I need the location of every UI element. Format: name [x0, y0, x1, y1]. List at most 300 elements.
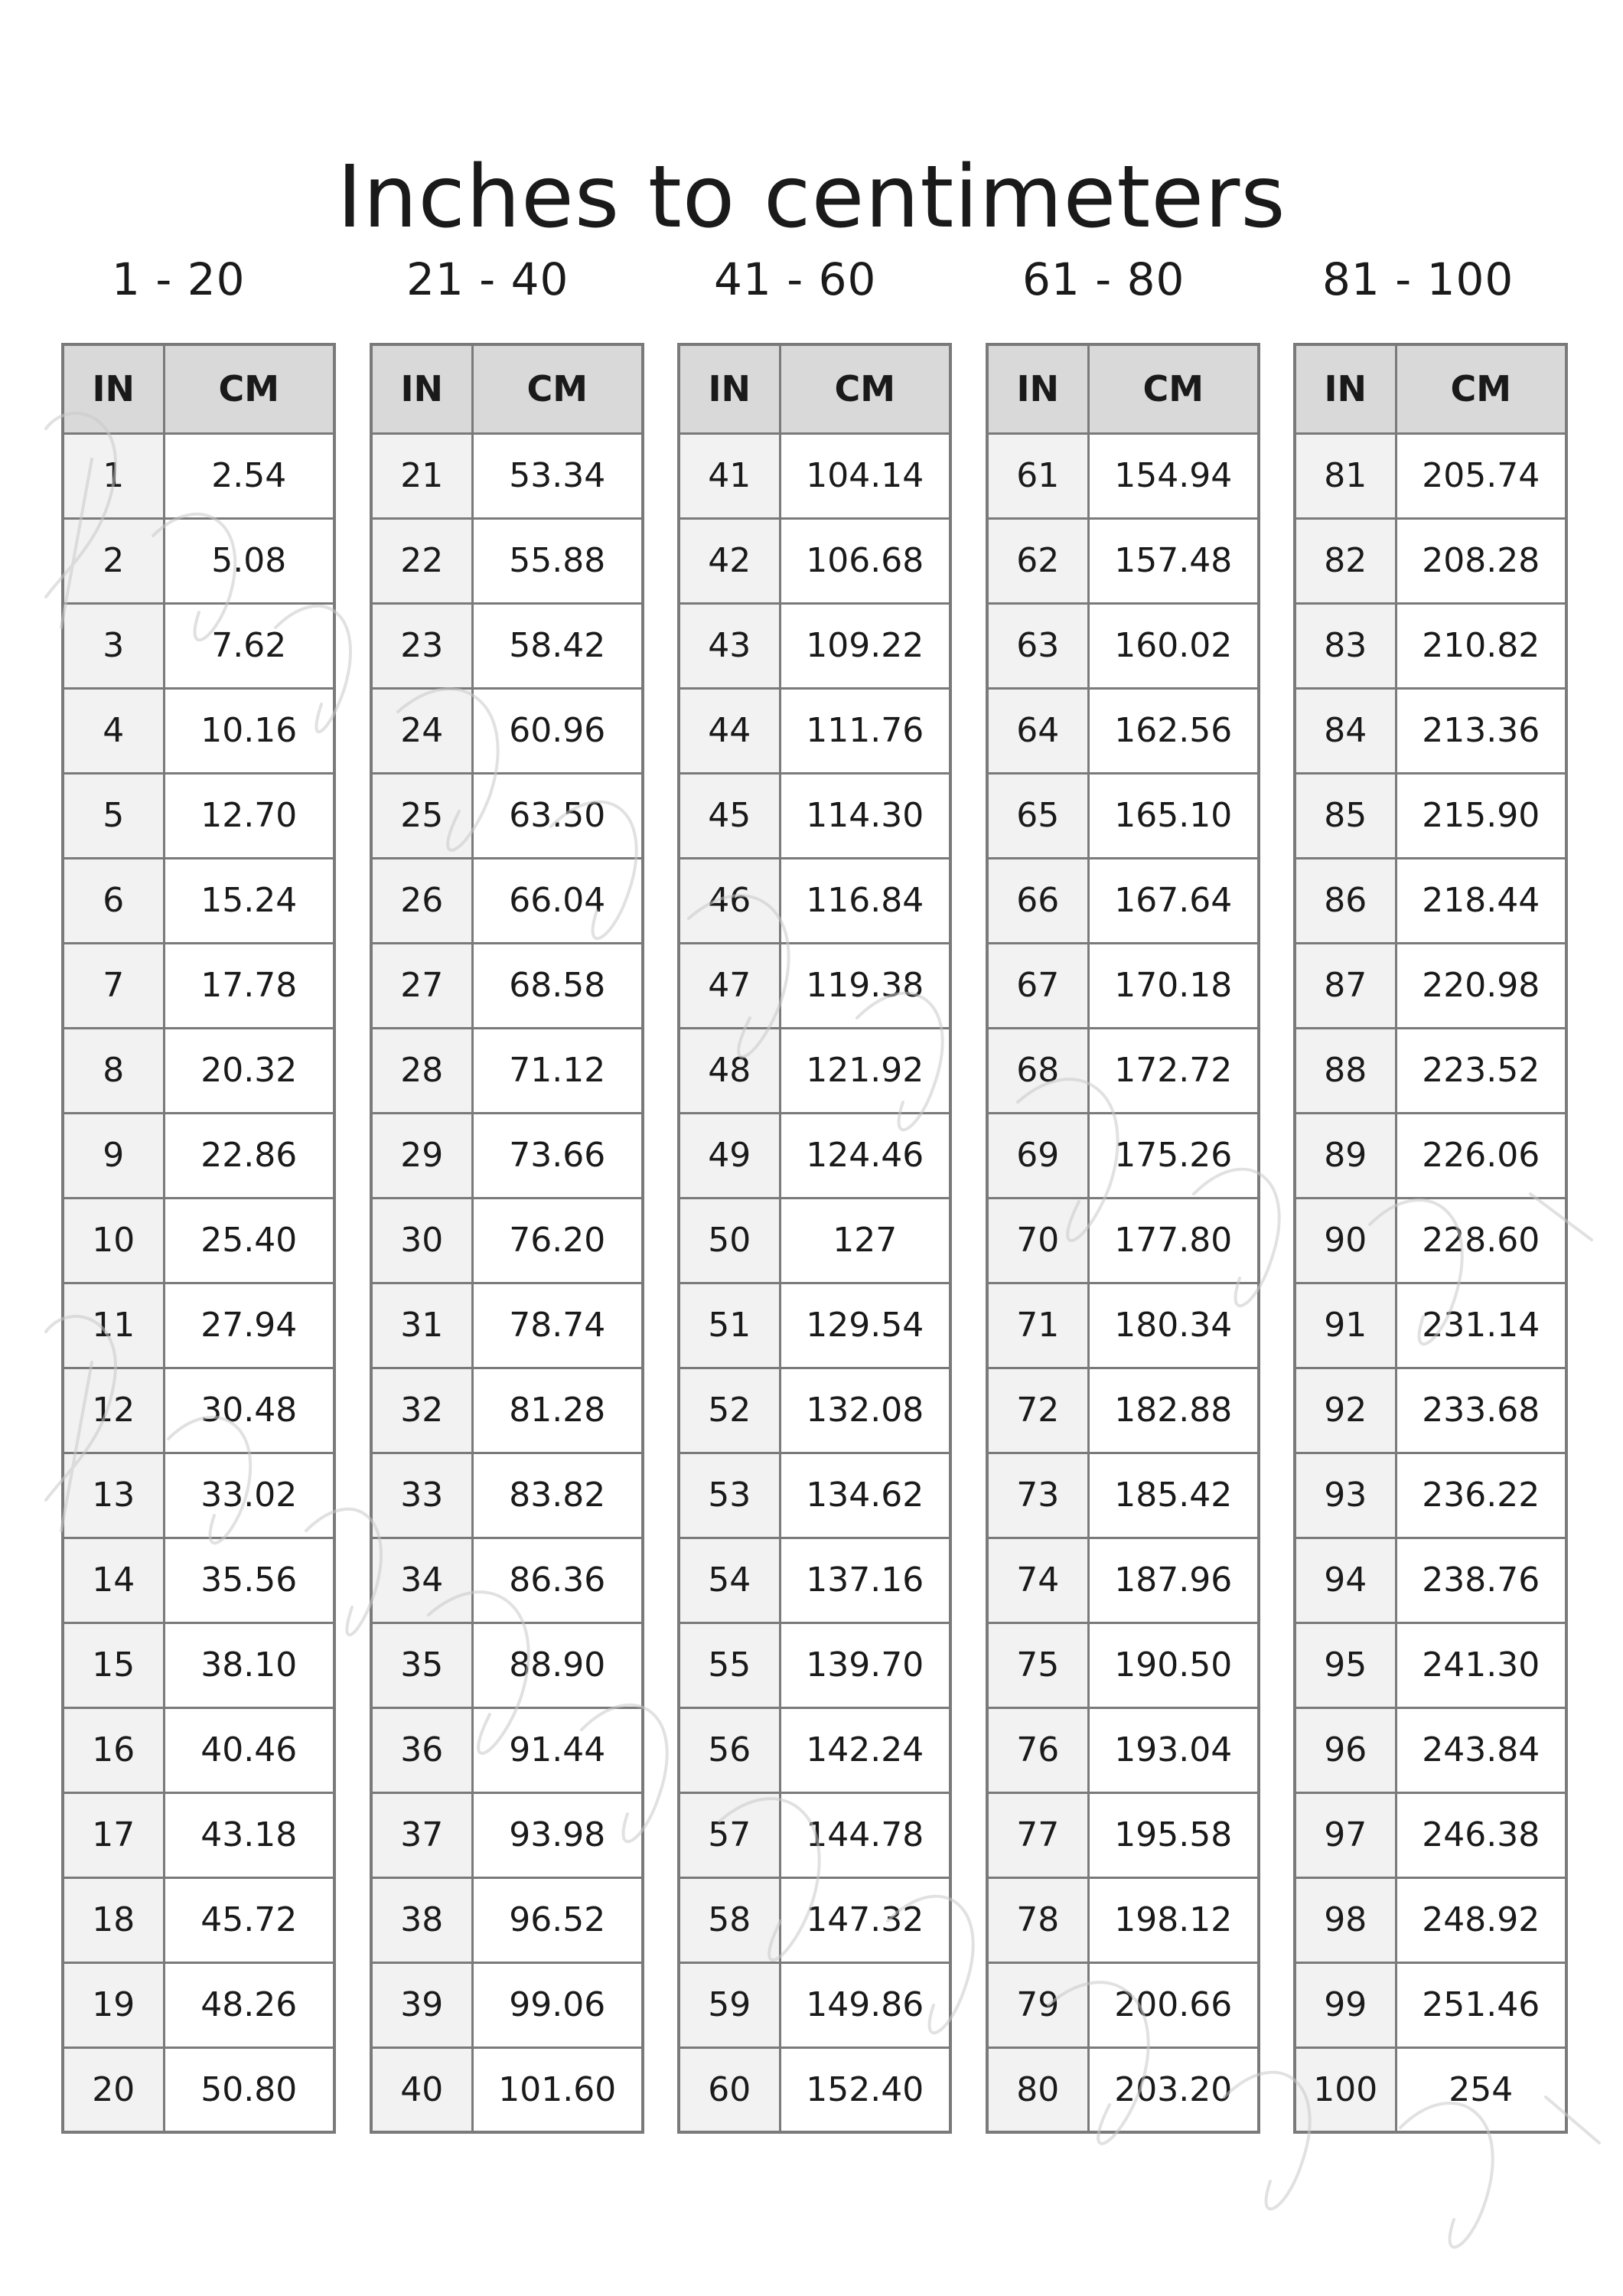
inch-value: 77 [987, 1792, 1088, 1877]
cm-value: 88.90 [472, 1623, 643, 1707]
table-row [679, 1198, 950, 1283]
inch-value: 95 [1295, 1623, 1396, 1707]
cm-value: 25.40 [164, 1198, 334, 1283]
inch-value: 1 [63, 433, 164, 518]
cm-value: 195.58 [1088, 1792, 1259, 1877]
inch-value: 5 [63, 773, 164, 858]
header-cm: CM [780, 344, 950, 433]
inch-value: 89 [1295, 1113, 1396, 1198]
inch-value: 81 [1295, 433, 1396, 518]
table-row [1295, 518, 1566, 603]
inch-value: 16 [63, 1707, 164, 1792]
inch-value: 85 [1295, 773, 1396, 858]
table-row [987, 1538, 1259, 1623]
table-row [63, 1877, 334, 1962]
inch-value: 24 [371, 688, 472, 773]
cm-value: 83.82 [472, 1453, 643, 1538]
table-row [1295, 1707, 1566, 1792]
cm-value: 236.22 [1396, 1453, 1566, 1538]
inch-value: 48 [679, 1028, 780, 1113]
cm-value: 241.30 [1396, 1623, 1566, 1707]
inch-value: 44 [679, 688, 780, 773]
inch-value: 15 [63, 1623, 164, 1707]
cm-value: 20.32 [164, 1028, 334, 1113]
cm-value: 246.38 [1396, 1792, 1566, 1877]
cm-value: 55.88 [472, 518, 643, 603]
table-row [987, 1453, 1259, 1538]
table-row [63, 1028, 334, 1113]
inch-value: 88 [1295, 1028, 1396, 1113]
conversion-table [677, 343, 952, 2134]
table-row [371, 1538, 643, 1623]
table-row [63, 1198, 334, 1283]
cm-value: 254 [1396, 2047, 1566, 2132]
table-row [63, 773, 334, 858]
cm-value: 162.56 [1088, 688, 1259, 773]
inch-value: 52 [679, 1368, 780, 1453]
cm-value: 157.48 [1088, 518, 1259, 603]
inch-value: 76 [987, 1707, 1088, 1792]
inch-value: 29 [371, 1113, 472, 1198]
inch-value: 73 [987, 1453, 1088, 1538]
inch-value: 19 [63, 1962, 164, 2047]
table-row [371, 1283, 643, 1368]
table-row [987, 1368, 1259, 1453]
inch-value: 55 [679, 1623, 780, 1707]
inch-value: 45 [679, 773, 780, 858]
cm-value: 68.58 [472, 943, 643, 1028]
cm-value: 73.66 [472, 1113, 643, 1198]
table-row [371, 688, 643, 773]
table-row [1295, 688, 1566, 773]
table-header-row [1295, 344, 1566, 433]
cm-value: 63.50 [472, 773, 643, 858]
cm-value: 91.44 [472, 1707, 643, 1792]
table-header-row [371, 344, 643, 433]
table-row [1295, 943, 1566, 1028]
table-row [987, 1198, 1259, 1283]
table-row [1295, 1028, 1566, 1113]
cm-value: 27.94 [164, 1283, 334, 1368]
page-title: Inches to centimeters [337, 148, 1286, 248]
inch-value: 58 [679, 1877, 780, 1962]
conversion-table [61, 343, 336, 2134]
inch-value: 6 [63, 858, 164, 943]
table-row [1295, 858, 1566, 943]
cm-value: 137.16 [780, 1538, 950, 1623]
inch-value: 46 [679, 858, 780, 943]
cm-value: 10.16 [164, 688, 334, 773]
inch-value: 100 [1295, 2047, 1396, 2132]
cm-value: 180.34 [1088, 1283, 1259, 1368]
inch-value: 61 [987, 433, 1088, 518]
table-row [679, 1113, 950, 1198]
table-row [987, 1028, 1259, 1113]
cm-value: 96.52 [472, 1877, 643, 1962]
inch-value: 32 [371, 1368, 472, 1453]
cm-value: 228.60 [1396, 1198, 1566, 1283]
table-row [987, 518, 1259, 603]
inch-value: 8 [63, 1028, 164, 1113]
table-row [679, 1792, 950, 1877]
conversion-table [370, 343, 644, 2134]
table-row [1295, 2047, 1566, 2132]
cm-value: 248.92 [1396, 1877, 1566, 1962]
cm-value: 223.52 [1396, 1028, 1566, 1113]
inch-value: 49 [679, 1113, 780, 1198]
table-row [371, 1877, 643, 1962]
table-row [679, 1283, 950, 1368]
inch-value: 71 [987, 1283, 1088, 1368]
table-row [1295, 773, 1566, 858]
inch-value: 39 [371, 1962, 472, 2047]
cm-value: 193.04 [1088, 1707, 1259, 1792]
table-row [371, 1453, 643, 1538]
table-row [63, 1538, 334, 1623]
table-row [371, 1198, 643, 1283]
inch-value: 26 [371, 858, 472, 943]
cm-value: 114.30 [780, 773, 950, 858]
cm-value: 7.62 [164, 603, 334, 688]
header-in: IN [1295, 344, 1396, 433]
cm-value: 40.46 [164, 1707, 334, 1792]
inch-value: 59 [679, 1962, 780, 2047]
inch-value: 11 [63, 1283, 164, 1368]
cm-value: 210.82 [1396, 603, 1566, 688]
header-in: IN [63, 344, 164, 433]
inch-value: 25 [371, 773, 472, 858]
inch-value: 98 [1295, 1877, 1396, 1962]
table-row [63, 1113, 334, 1198]
inch-value: 70 [987, 1198, 1088, 1283]
cm-value: 218.44 [1396, 858, 1566, 943]
header-in: IN [987, 344, 1088, 433]
cm-value: 149.86 [780, 1962, 950, 2047]
table-row [63, 518, 334, 603]
table-row [371, 433, 643, 518]
table-row [371, 518, 643, 603]
inch-value: 33 [371, 1453, 472, 1538]
table-row [679, 518, 950, 603]
cm-value: 60.96 [472, 688, 643, 773]
inch-value: 51 [679, 1283, 780, 1368]
cm-value: 147.32 [780, 1877, 950, 1962]
inch-value: 68 [987, 1028, 1088, 1113]
inch-value: 92 [1295, 1368, 1396, 1453]
cm-value: 35.56 [164, 1538, 334, 1623]
table-row [987, 1707, 1259, 1792]
inch-value: 72 [987, 1368, 1088, 1453]
table-row [1295, 1877, 1566, 1962]
inch-value: 54 [679, 1538, 780, 1623]
inch-value: 82 [1295, 518, 1396, 603]
table-row [679, 1623, 950, 1707]
inch-value: 22 [371, 518, 472, 603]
table-row [63, 1368, 334, 1453]
table-header-row [63, 344, 334, 433]
table-row [987, 688, 1259, 773]
inch-value: 7 [63, 943, 164, 1028]
cm-value: 170.18 [1088, 943, 1259, 1028]
cm-value: 177.80 [1088, 1198, 1259, 1283]
table-row [371, 1962, 643, 2047]
inch-value: 30 [371, 1198, 472, 1283]
cm-value: 33.02 [164, 1453, 334, 1538]
inch-value: 42 [679, 518, 780, 603]
cm-value: 139.70 [780, 1623, 950, 1707]
table-row [371, 858, 643, 943]
cm-value: 203.20 [1088, 2047, 1259, 2132]
inch-value: 20 [63, 2047, 164, 2132]
inch-value: 47 [679, 943, 780, 1028]
cm-value: 182.88 [1088, 1368, 1259, 1453]
cm-value: 154.94 [1088, 433, 1259, 518]
table-row [63, 943, 334, 1028]
inch-value: 86 [1295, 858, 1396, 943]
table-row [1295, 1538, 1566, 1623]
cm-value: 121.92 [780, 1028, 950, 1113]
cm-value: 215.90 [1396, 773, 1566, 858]
cm-value: 220.98 [1396, 943, 1566, 1028]
cm-value: 76.20 [472, 1198, 643, 1283]
cm-value: 30.48 [164, 1368, 334, 1453]
table-row [1295, 1113, 1566, 1198]
table-row [987, 943, 1259, 1028]
cm-value: 208.28 [1396, 518, 1566, 603]
inch-value: 14 [63, 1538, 164, 1623]
cm-value: 5.08 [164, 518, 334, 603]
cm-value: 109.22 [780, 603, 950, 688]
inch-value: 94 [1295, 1538, 1396, 1623]
inch-value: 3 [63, 603, 164, 688]
cm-value: 124.46 [780, 1113, 950, 1198]
cm-value: 116.84 [780, 858, 950, 943]
table-row [987, 1792, 1259, 1877]
inch-value: 99 [1295, 1962, 1396, 2047]
cm-value: 233.68 [1396, 1368, 1566, 1453]
table-row [63, 1623, 334, 1707]
cm-value: 226.06 [1396, 1113, 1566, 1198]
table-row [371, 773, 643, 858]
inch-value: 38 [371, 1877, 472, 1962]
range-label: 21 - 40 [406, 253, 569, 305]
cm-value: 129.54 [780, 1283, 950, 1368]
table-header-row [987, 344, 1259, 433]
table-row [987, 773, 1259, 858]
cm-value: 119.38 [780, 943, 950, 1028]
inch-value: 97 [1295, 1792, 1396, 1877]
inch-value: 4 [63, 688, 164, 773]
inch-value: 63 [987, 603, 1088, 688]
table-row [63, 1283, 334, 1368]
range-label: 81 - 100 [1322, 253, 1514, 305]
table-row [371, 1623, 643, 1707]
cm-value: 45.72 [164, 1877, 334, 1962]
cm-value: 93.98 [472, 1792, 643, 1877]
inch-value: 35 [371, 1623, 472, 1707]
table-row [63, 688, 334, 773]
cm-value: 38.10 [164, 1623, 334, 1707]
table-row [371, 603, 643, 688]
inch-value: 62 [987, 518, 1088, 603]
table-row [63, 1453, 334, 1538]
inch-value: 40 [371, 2047, 472, 2132]
table-row [679, 1453, 950, 1538]
table-row [679, 1707, 950, 1792]
table-row [987, 2047, 1259, 2132]
table-row [1295, 1962, 1566, 2047]
table-row [679, 858, 950, 943]
cm-value: 142.24 [780, 1707, 950, 1792]
inch-value: 41 [679, 433, 780, 518]
cm-value: 53.34 [472, 433, 643, 518]
table-row [679, 688, 950, 773]
table-row [63, 433, 334, 518]
inch-value: 65 [987, 773, 1088, 858]
conversion-table [986, 343, 1260, 2134]
inch-value: 23 [371, 603, 472, 688]
table-row [1295, 603, 1566, 688]
cm-value: 200.66 [1088, 1962, 1259, 2047]
cm-value: 144.78 [780, 1792, 950, 1877]
cm-value: 106.68 [780, 518, 950, 603]
header-cm: CM [472, 344, 643, 433]
inch-value: 18 [63, 1877, 164, 1962]
inch-value: 74 [987, 1538, 1088, 1623]
inch-value: 56 [679, 1707, 780, 1792]
inch-value: 2 [63, 518, 164, 603]
table-row [987, 433, 1259, 518]
inch-value: 90 [1295, 1198, 1396, 1283]
cm-value: 71.12 [472, 1028, 643, 1113]
cm-value: 134.62 [780, 1453, 950, 1538]
table-row [1295, 1453, 1566, 1538]
table-row [63, 1707, 334, 1792]
cm-value: 22.86 [164, 1113, 334, 1198]
table-row [679, 1028, 950, 1113]
header-cm: CM [1088, 344, 1259, 433]
cm-value: 251.46 [1396, 1962, 1566, 2047]
inch-value: 9 [63, 1113, 164, 1198]
cm-value: 2.54 [164, 433, 334, 518]
cm-value: 231.14 [1396, 1283, 1566, 1368]
inch-value: 53 [679, 1453, 780, 1538]
inch-value: 87 [1295, 943, 1396, 1028]
table-row [1295, 1198, 1566, 1283]
header-cm: CM [164, 344, 334, 433]
table-row [371, 2047, 643, 2132]
cm-value: 127 [780, 1198, 950, 1283]
table-header-row [679, 344, 950, 433]
inch-value: 83 [1295, 603, 1396, 688]
cm-value: 48.26 [164, 1962, 334, 2047]
table-row [679, 773, 950, 858]
table-row [63, 2047, 334, 2132]
table-row [679, 943, 950, 1028]
table-row [679, 1368, 950, 1453]
table-row [63, 858, 334, 943]
inch-value: 50 [679, 1198, 780, 1283]
inch-value: 36 [371, 1707, 472, 1792]
table-row [371, 1113, 643, 1198]
inch-value: 80 [987, 2047, 1088, 2132]
cm-value: 58.42 [472, 603, 643, 688]
inch-value: 96 [1295, 1707, 1396, 1792]
inch-value: 64 [987, 688, 1088, 773]
inch-value: 78 [987, 1877, 1088, 1962]
header-in: IN [679, 344, 780, 433]
table-row [679, 2047, 950, 2132]
table-row [987, 1962, 1259, 2047]
table-row [679, 1538, 950, 1623]
table-row [987, 1113, 1259, 1198]
range-label: 1 - 20 [112, 253, 246, 305]
cm-value: 243.84 [1396, 1707, 1566, 1792]
cm-value: 167.64 [1088, 858, 1259, 943]
cm-value: 111.76 [780, 688, 950, 773]
cm-value: 165.10 [1088, 773, 1259, 858]
table-row [371, 943, 643, 1028]
inch-value: 37 [371, 1792, 472, 1877]
inch-value: 12 [63, 1368, 164, 1453]
range-label: 41 - 60 [714, 253, 877, 305]
inch-value: 93 [1295, 1453, 1396, 1538]
table-row [1295, 1792, 1566, 1877]
table-row [987, 1283, 1259, 1368]
conversion-table [1293, 343, 1568, 2134]
cm-value: 152.40 [780, 2047, 950, 2132]
table-row [371, 1028, 643, 1113]
inch-value: 91 [1295, 1283, 1396, 1368]
cm-value: 172.72 [1088, 1028, 1259, 1113]
cm-value: 101.60 [472, 2047, 643, 2132]
inch-value: 34 [371, 1538, 472, 1623]
cm-value: 187.96 [1088, 1538, 1259, 1623]
cm-value: 185.42 [1088, 1453, 1259, 1538]
cm-value: 132.08 [780, 1368, 950, 1453]
cm-value: 99.06 [472, 1962, 643, 2047]
inch-value: 84 [1295, 688, 1396, 773]
table-row [679, 433, 950, 518]
inch-value: 31 [371, 1283, 472, 1368]
table-row [63, 1962, 334, 2047]
inch-value: 28 [371, 1028, 472, 1113]
table-row [679, 603, 950, 688]
table-row [371, 1368, 643, 1453]
inch-value: 79 [987, 1962, 1088, 2047]
inch-value: 43 [679, 603, 780, 688]
table-row [1295, 1623, 1566, 1707]
cm-value: 175.26 [1088, 1113, 1259, 1198]
table-row [987, 858, 1259, 943]
table-row [1295, 1368, 1566, 1453]
cm-value: 50.80 [164, 2047, 334, 2132]
table-row [371, 1707, 643, 1792]
cm-value: 66.04 [472, 858, 643, 943]
table-row [987, 603, 1259, 688]
inch-value: 27 [371, 943, 472, 1028]
inch-value: 60 [679, 2047, 780, 2132]
table-row [63, 1792, 334, 1877]
cm-value: 190.50 [1088, 1623, 1259, 1707]
cm-value: 86.36 [472, 1538, 643, 1623]
cm-value: 15.24 [164, 858, 334, 943]
table-row [987, 1877, 1259, 1962]
table-row [987, 1623, 1259, 1707]
inch-value: 21 [371, 433, 472, 518]
table-row [679, 1877, 950, 1962]
table-row [1295, 433, 1566, 518]
